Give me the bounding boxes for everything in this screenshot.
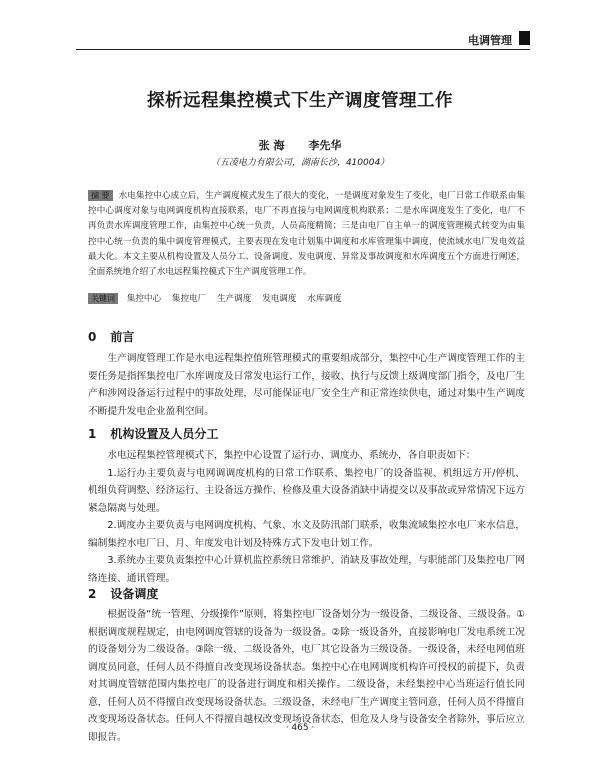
section-0-body: [88, 350, 525, 420]
section-heading-2: 2 设备调度: [88, 587, 159, 601]
keyword: 水库调度: [307, 294, 342, 304]
section-label: 电调管理: [468, 34, 512, 47]
header-block-mark: [519, 31, 530, 45]
paragraph: 2.调度办主要负责与电网调度机构、气象、水文及防汛部门联系，收集流域集控水电厂来水信息，编制集控水电厂日、月、年度发电计划及特殊方式下发电计划工作。: [88, 520, 525, 549]
keyword: 集控中心: [126, 294, 162, 304]
author-2: 李先华: [308, 139, 342, 152]
abstract-label: 摘 要: [88, 190, 113, 201]
section-heading-0: 0 前言: [88, 330, 135, 344]
keyword: 发电调度: [262, 294, 297, 304]
paragraph: 水电远程集控管理模式下，集控中心设置了运行办、调度办、系统办，各自职责如下：: [107, 450, 476, 461]
keywords-label: 关键词: [88, 293, 118, 304]
article-title: 探析远程集控模式下生产调度管理工作: [147, 91, 453, 111]
section-1-body: [88, 447, 525, 587]
page-header: [76, 30, 530, 50]
author-1: 张 海: [258, 139, 285, 152]
keywords: [88, 292, 525, 304]
paragraph: 生产调度管理工作是水电远程集控值班管理模式的重要组成部分，集控中心生产调度管理工作的主要任务是指挥集控电厂水库调度及日常发电运行工作，接收、执行与反馈上级调度部门指令，及电厂生产和涉网设备运行过程中的事故处理，尽可能保证电厂安全生产和正常连续供电，通过对集中生产调度不断提升发电企业盈利空间。: [88, 353, 525, 417]
header-rule: [76, 49, 530, 50]
authors: [0, 137, 600, 153]
paragraph: 1.运行办主要负责与电网调调度机构的日常工作联系、集控电厂的设备监视、机组远方开/停机、机组负荷调整、经济运行、主设备远方操作、检修及重大设备消缺中请提交以及事故或异常情况下远方紧急隔离与处理。: [88, 467, 525, 514]
affiliation: （五凌电力有限公司，湖南长沙，410004）: [210, 158, 390, 168]
abstract-text: 水电集控中心成立后，生产调度模式发生了很大的变化，一是调度对象发生了变化，电厂日常工作联系由集控中心调度对象与电网调度机构直接联系，电厂不再直接与电网调度机构联系；二是水库调度发生了变化，电厂不再负责水库调度管理工作，由集控中心统一负责，人员高度精简；三是由电厂自主单一的调度管理模式转变为由集控中心统一负责的集中调度管理模式，主要表现在发电计划集中调度和水库管理集中调度，使流域水电厂发电效益最大化。本文主要从机构设置及人员分工、设备调度、发电调度、异常及事故调度和水库调度五个方面进行阐述，全面系统地介绍了水电远程集控模式下生产调度管理工作。: [88, 191, 525, 278]
abstract: [88, 189, 525, 280]
section-heading-1: 1 机构设置及人员分工: [88, 427, 219, 441]
paragraph: 根据设备“统一管理、分级操作”原则，将集控电厂设备划分为一级设备、二级设备、三级设备。①根据调度规程规定，由电网调度管辖的设备为一级设备。②除一级设备外，直接影响电厂发电系统工况的设备划分为二级设备。③除一级、二级设备外，电厂其它设备为三级设备。一级设备，未经电网值班调度员同意，任何人员不得擅自改变现场设备状态。集控中心在电网调度机构许可授权的前提下，负责对其调度管辖范围内集控电厂的设备进行调度和相关操作。二级设备，未经集控中心当班运行值长同意，任何人员不得擅自改变现场设备状态。三级设备，未经电厂生产调度主管同意，任何人员不得擅自改变现场设备状态。任何人不得擅自越权改变现场设备状态，但危及人身与设备安全者除外，事后应立即报告。: [88, 609, 525, 743]
paragraph: 3.系统办主要负责集控中心计算机监控系统日常维护、消缺及事故处理，与职能部门及集控电厂网络连接、通讯管理。: [88, 555, 525, 584]
keyword: 生产调度: [216, 294, 252, 304]
keyword: 集控电厂: [171, 294, 207, 304]
page-number: · 465 ·: [285, 723, 315, 733]
